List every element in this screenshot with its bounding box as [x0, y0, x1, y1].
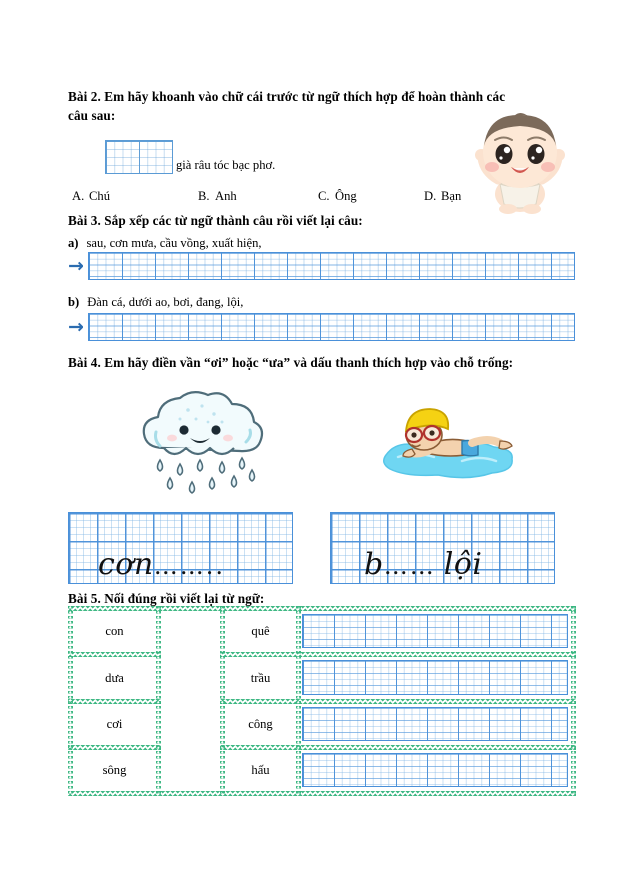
exercise3-item-a	[68, 234, 262, 252]
left-word-2[interactable]: cơi	[73, 704, 156, 745]
table-border-bottom	[68, 791, 576, 796]
baby-illustration	[466, 110, 574, 214]
swimmer-illustration	[376, 397, 524, 487]
exercise4-heading: Bài 4. Em hãy điền vần “ơi” hoặc “ưa” và dấu thanh thích hợp vào chỗ trống:	[68, 355, 514, 370]
answer-right-dots: ……	[383, 552, 436, 580]
exercise4-answer-right	[364, 547, 482, 582]
exercise5-writing-grid-1[interactable]	[302, 660, 568, 695]
item-b-label: b)	[68, 295, 80, 309]
exercise4-answer-left	[98, 547, 225, 582]
arrow-right-icon-a: →	[68, 255, 84, 277]
exercise5-writing-grid-3[interactable]	[302, 753, 568, 787]
exercise5-writing-grid-0[interactable]	[302, 614, 568, 648]
answer-right-suffix: lội	[443, 547, 483, 582]
item-b-words: Đàn cá, dưới ao, bơi, đang, lội,	[87, 295, 244, 309]
option-a-label[interactable]: Chú	[89, 189, 110, 203]
rain-cloud-illustration	[126, 386, 276, 498]
right-word-2[interactable]: công	[225, 704, 296, 745]
exercise2-heading-line1: Bài 2. Em hãy khoanh vào chữ cái trước từ ngữ thích hợp để hoàn thành các	[68, 89, 506, 104]
exercise3-heading: Bài 3. Sắp xếp các từ ngữ thành câu rồi viết lại câu:	[68, 213, 363, 228]
item-a-words: sau, cơn mưa, cầu vồng, xuất hiện,	[86, 236, 262, 250]
option-d-label[interactable]: Bạn	[441, 189, 462, 203]
matching-gap-column[interactable]	[161, 611, 220, 791]
exercise2-heading-line2: câu sau:	[68, 108, 116, 123]
answer-left-dots: ……..	[153, 552, 225, 580]
right-word-3[interactable]: hấu	[225, 750, 296, 791]
option-b-label[interactable]: Anh	[215, 189, 237, 203]
answer-left-word: cơn	[98, 547, 154, 582]
option-c-label[interactable]: Ông	[335, 189, 357, 203]
exercise3-answer-grid-a[interactable]	[88, 252, 575, 280]
left-word-3[interactable]: sông	[73, 750, 156, 791]
exercise5-writing-grid-2[interactable]	[302, 707, 568, 741]
option-a-key: A.	[72, 189, 85, 203]
option-c-key: C.	[318, 189, 330, 203]
answer-right-prefix: b	[364, 547, 384, 582]
exercise2-blank-answer-grid[interactable]	[105, 140, 173, 174]
exercise3-answer-grid-b[interactable]	[88, 313, 575, 341]
item-a-label: a)	[68, 236, 79, 250]
option-b-key: B.	[198, 189, 210, 203]
option-d-key: D.	[424, 189, 437, 203]
exercise5-matching-table	[68, 606, 576, 796]
exercise2-sentence-tail: già râu tóc bạc phơ.	[176, 158, 276, 172]
arrow-right-icon-b: →	[68, 316, 84, 338]
exercise5-heading: Bài 5. Nối đúng rồi viết lại từ ngữ:	[68, 591, 265, 606]
exercise3-item-b	[68, 293, 243, 311]
left-word-0[interactable]: con	[73, 611, 156, 652]
left-word-1[interactable]: dưa	[73, 657, 156, 699]
right-word-1[interactable]: trầu	[225, 657, 296, 699]
right-word-0[interactable]: quê	[225, 611, 296, 652]
